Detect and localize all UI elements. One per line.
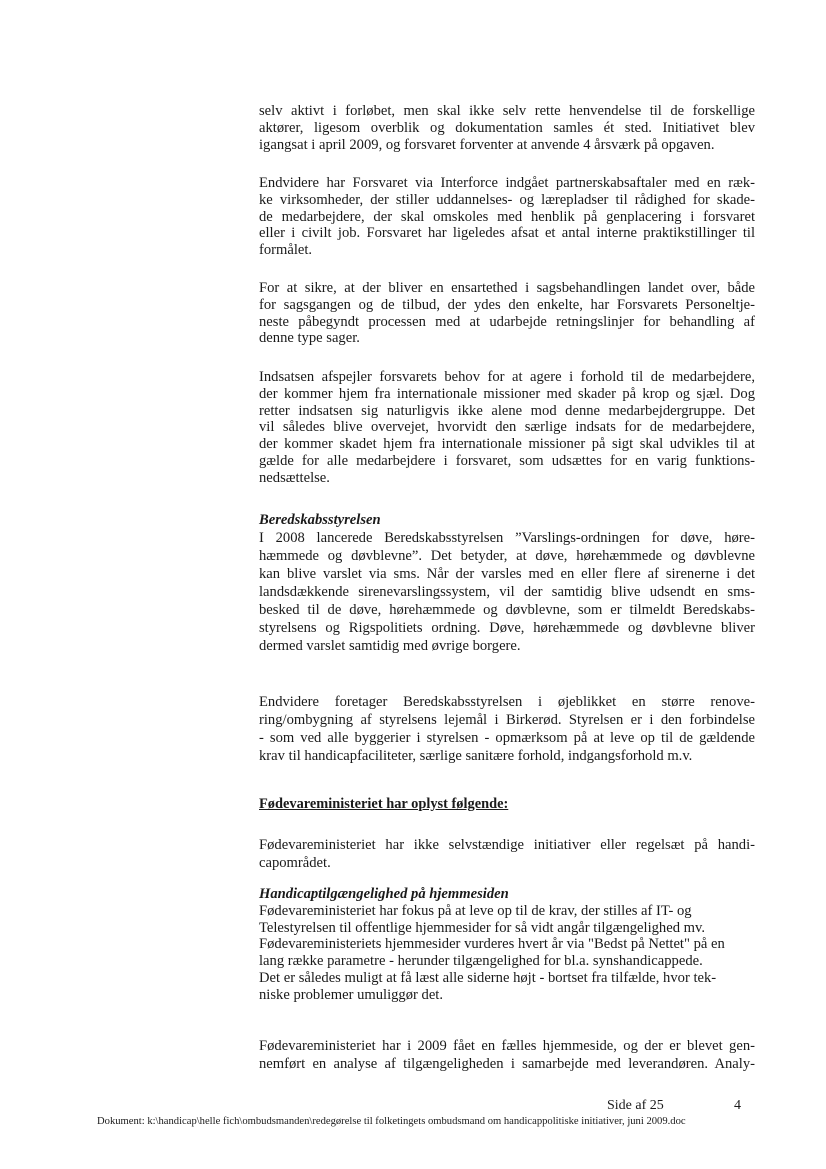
text-line: der kommer hjem fra internationale missioner med skader på krop og sjæl. Dog (259, 385, 755, 402)
text-line: besked til de døve, hørehæmmede og døvblevne, som er tilmeldt Beredskabs- (259, 601, 755, 618)
text-line: retter indsatsen sig naturligvis ikke alene mod denne medarbejdergruppe. Det (259, 402, 755, 419)
paragraph-forsvaret-initiative (259, 103, 755, 153)
text-line: eller i civilt job. Forsvaret har ligeledes afsat et antal interne praktikstillinger til (259, 225, 755, 242)
text-line: denne type sager. (259, 330, 360, 347)
text-line: ke virksomheder, der stiller uddannelses- og lærepladser til rådighed for skade- (259, 191, 755, 208)
text-line: formålet. (259, 242, 313, 259)
text-line: neste påbegyndt processen med at udarbejde retningslinjer for behandling af (259, 313, 755, 330)
text-line: igangsat i april 2009, og forsvaret forventer at anvende 4 årsværk på opgaven. (259, 136, 715, 153)
text-line: selv aktivt i forløbet, men skal ikke selv rette henvendelse til de forskellige (259, 103, 755, 119)
text-line: lang række parametre - herunder tilgængelighed for bl.a. synshandicappede. (259, 953, 703, 970)
paragraph-indsatsen (259, 369, 755, 487)
paragraph-faelles-hjemmeside (259, 1037, 755, 1073)
section-beredskabsstyrelsen (259, 512, 755, 655)
text-line: hæmmede og døvblevne”. Det betyder, at døve, hørehæmmede og døvblevne (259, 547, 755, 564)
paragraph-fodevare-intro (259, 836, 755, 872)
text-line: Det er således muligt at få læst alle siderne højt - bortset fra tilfælde, hvor tek- (259, 969, 717, 986)
text-line: der kommer skadet hjem fra internationale missioner på sigt skal udvikles til at (259, 436, 755, 453)
text-line: Fødevareministeriets hjemmesider vurderes hvert år via "Bedst på Nettet" på en (259, 936, 725, 953)
text-line: Fødevareministeriet har fokus på at leve op til de krav, der stilles af IT- og (259, 902, 692, 919)
section-heading: Beredskabsstyrelsen (259, 512, 381, 528)
text-line: nedsættelse. (259, 469, 330, 486)
paragraph-ensartethed (259, 280, 755, 347)
text-line: Fødevareministeriet har ikke selvstændige initiativer eller regelsæt på handi- (259, 837, 755, 853)
text-line: aktører, ligesom overblik og dokumentation samles ét sted. Initiativet blev (259, 119, 755, 136)
text-line: For at sikre, at der bliver en ensartethed i sagsbehandlingen landet over, både (259, 280, 755, 296)
text-line: Endvidere foretager Beredskabsstyrelsen i øjeblikket en større renove- (259, 694, 755, 710)
text-line: vil således blive overvejet, hvorvidt den særlige indsats for de medarbejdere, (259, 419, 755, 436)
text-line: capområdet. (259, 855, 331, 871)
text-line: niske problemer umuliggør det. (259, 986, 444, 1003)
section-heading: Handicaptilgængelighed på hjemmesiden (259, 886, 509, 902)
text-line: Fødevareministeriet har i 2009 fået en fælles hjemmeside, og der er blevet gen- (259, 1038, 755, 1054)
text-line: for sagsgangen og de tilbud, der ydes den enkelte, har Forsvarets Personeltje- (259, 296, 755, 313)
text-line: Indsatsen afspejler forsvarets behov for at agere i forhold til de medarbejdere, (259, 369, 755, 385)
section-heading: Fødevareministeriet har oplyst følgende: (259, 796, 509, 812)
text-line: I 2008 lancerede Beredskabsstyrelsen ”Varslings-ordningen for døve, høre- (259, 529, 755, 546)
text-line: styrelsens og Rigspolitiets ordning. Døve, hørehæmmede og døvblevne bliver (259, 619, 755, 636)
section-heading-fodevareministeriet (259, 796, 755, 813)
text-line: dermed varslet samtidig med øvrige borgere. (259, 637, 521, 654)
text-line: Endvidere har Forsvaret via Interforce indgået partnerskabsaftaler med en ræk- (259, 175, 755, 191)
paragraph-partnerskabsaftaler (259, 175, 755, 259)
text-line: landsdækkende sirenevarslingssystem, vil der samtidig blive udsendt en sms- (259, 583, 755, 600)
footer-page-label: Side af 25 (607, 1098, 664, 1113)
text-line: krav til handicapfaciliteter, særlige sanitære forhold, indgangsforhold m.v. (259, 748, 693, 764)
text-line: de medarbejdere, der skal omskoles med henblik på genplacering i forsvaret (259, 208, 755, 225)
text-line: kan blive varslet via sms. Når der varsles med en eller flere af sirenerne i det (259, 565, 755, 582)
section-handicaptilgaengelighed (259, 886, 755, 1004)
paragraph-renovering (259, 693, 755, 765)
text-line: gælde for alle medarbejdere i forsvaret, som udsættes for en varig funktions- (259, 452, 755, 469)
text-line: Telestyrelsen til offentlige hjemmesider for så vidt angår tilgængelighed mv. (259, 919, 705, 936)
text-line: - som ved alle byggerier i styrelsen - opmærksom på at leve op til de gældende (259, 730, 755, 746)
footer-document-path: Dokument: k:\handicap\helle fich\ombudsmanden\redegørelse til folketingets ombudsmand om handicappolitiske initiativer, juni 2009.doc (97, 1116, 686, 1127)
footer-page-number: 4 (734, 1098, 741, 1113)
text-line: ring/ombygning af styrelsens lejemål i Birkerød. Styrelsen er i den forbindelse (259, 712, 755, 728)
text-line: nemført en analyse af tilgængeligheden i samarbejde med leverandøren. Analy- (259, 1056, 755, 1072)
